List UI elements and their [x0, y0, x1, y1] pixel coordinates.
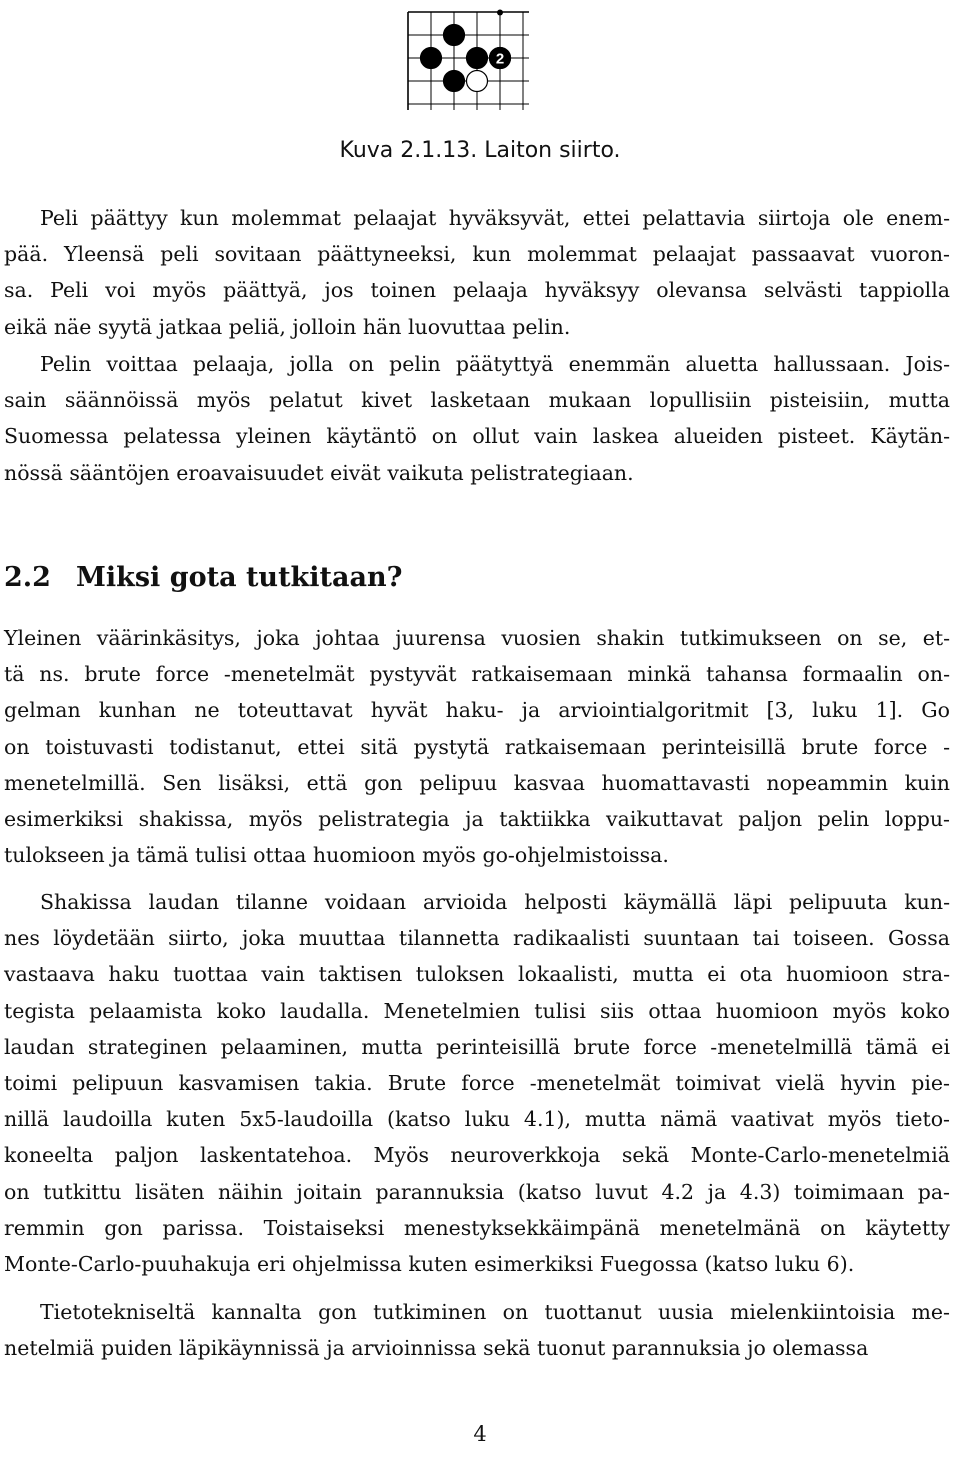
- star-point: [497, 10, 503, 16]
- text-line: tegista pelaamista koko laudalla. Menetelmien tulisi siis ottaa huomioon myös koko: [4, 998, 950, 1023]
- black-stone: [467, 48, 488, 69]
- text-line: gelman kunhan ne toteuttavat hyvät haku- ja arviointialgoritmit [3, luku 1]. Go: [4, 698, 950, 723]
- text-line: Monte-Carlo-puuhakuja eri ohjelmissa kuten esimerkiksi Fuegossa (katso luku 6).: [4, 1252, 855, 1276]
- text-line: eikä näe syytä jatkaa peliä, jolloin hän luovuttaa pelin.: [4, 314, 571, 339]
- section-heading: [4, 562, 402, 593]
- text-line: menetelmillä. Sen lisäksi, että gon pelipuu kasvaa huomattavasti nopeammin kuin: [4, 770, 950, 795]
- text-line: esimerkiksi shakissa, myös pelistrategia ja taktiikka vaikuttavat paljon pelin loppu-: [4, 807, 950, 831]
- text-line: remmin gon parissa. Toistaiseksi menestyksekkäimpänä menetelmänä on käytetty: [4, 1215, 950, 1240]
- text-line: tulokseen ja tämä tulisi ottaa huomioon myös go-ohjelmistoissa.: [4, 843, 669, 868]
- text-line: netelmiä puiden läpikäynnissä ja arvioinnissa sekä tuonut parannuksia jo olemassa: [4, 1336, 869, 1361]
- text-line: nössä sääntöjen eroavaisuudet eivät vaikuta pelistrategiaan.: [4, 460, 634, 485]
- section-number: 2.2: [4, 562, 51, 593]
- text-line: nillä laudoilla kuten 5x5-laudoilla (katso luku 4.1), mutta nämä vaativat myös tieto-: [4, 1107, 950, 1132]
- text-line: on toistuvasti todistanut, ettei sitä pystytä ratkaisemaan perinteisillä brute force -: [4, 734, 950, 759]
- text-line: laudan strateginen pelaaminen, mutta perinteisillä brute force -menetelmillä tämä ei: [4, 1034, 950, 1059]
- text-line: toimi pelipuun kasvamisen takia. Brute force -menetelmät toimivat vielä hyvin pie-: [4, 1071, 950, 1095]
- text-line: tä ns. brute force -menetelmät pystyvät ratkaisemaan minkä tahansa formaalin on-: [4, 662, 950, 687]
- text-line: vastaava haku tuottaa vain taktisen tuloksen lokaalisti, mutta ei ota huomioon stra-: [4, 962, 950, 987]
- text-line: Tietotekniseltä kannalta gon tutkiminen on tuottanut uusia mielenkiintoisia me-: [40, 1300, 950, 1324]
- black-stone: [444, 25, 465, 46]
- black-stone: [444, 71, 465, 92]
- text-line: sain säännöissä myös pelatut kivet lasketaan mukaan lopullisiin pisteisiin, mutta: [4, 388, 950, 413]
- text-line: on tutkittu lisäten näihin joitain parannuksia (katso luvut 4.2 ja 4.3) toimimaan pa-: [4, 1179, 950, 1204]
- go-board-diagram: [400, 0, 560, 112]
- text-line: koneelta paljon laskentatehoa. Myös neuroverkkoja sekä Monte-Carlo-menetelmiä: [4, 1143, 950, 1168]
- section-title: Miksi gota tutkitaan?: [76, 562, 403, 593]
- page-number: 4: [473, 1422, 487, 1446]
- text-line: pää. Yleensä peli sovitaan päättyneeksi, kun molemmat pelaajat passaavat vuoron-: [4, 242, 950, 267]
- white-stone: [467, 71, 488, 92]
- text-line: Suomessa pelatessa yleinen käytäntö on ollut vain laskea alueiden pisteet. Käytän-: [4, 424, 950, 449]
- text-line: Yleinen väärinkäsitys, joka johtaa juurensa vuosien shakin tutkimukseen on se, et-: [4, 626, 950, 650]
- text-line: sa. Peli voi myös päättyä, jos toinen pelaaja hyväksyy olevansa selvästi tappiolla: [4, 278, 950, 303]
- text-line: Peli päättyy kun molemmat pelaajat hyväksyvät, ettei pelattavia siirtoja ole enem-: [40, 206, 950, 230]
- move-number-label: 2: [495, 50, 505, 68]
- text-line: Shakissa laudan tilanne voidaan arvioida helposti käymällä läpi pelipuuta kun-: [40, 890, 950, 914]
- black-stone: [421, 48, 442, 69]
- text-line: nes löydetään siirto, joka muuttaa tilannetta radikaalisti suuntaan tai toiseen. Gossa: [4, 926, 950, 951]
- text-line: Pelin voittaa pelaaja, jolla on pelin päätyttyä enemmän aluetta hallussaan. Jois-: [40, 352, 950, 376]
- figure-caption: Kuva 2.1.13. Laiton siirto.: [339, 138, 621, 163]
